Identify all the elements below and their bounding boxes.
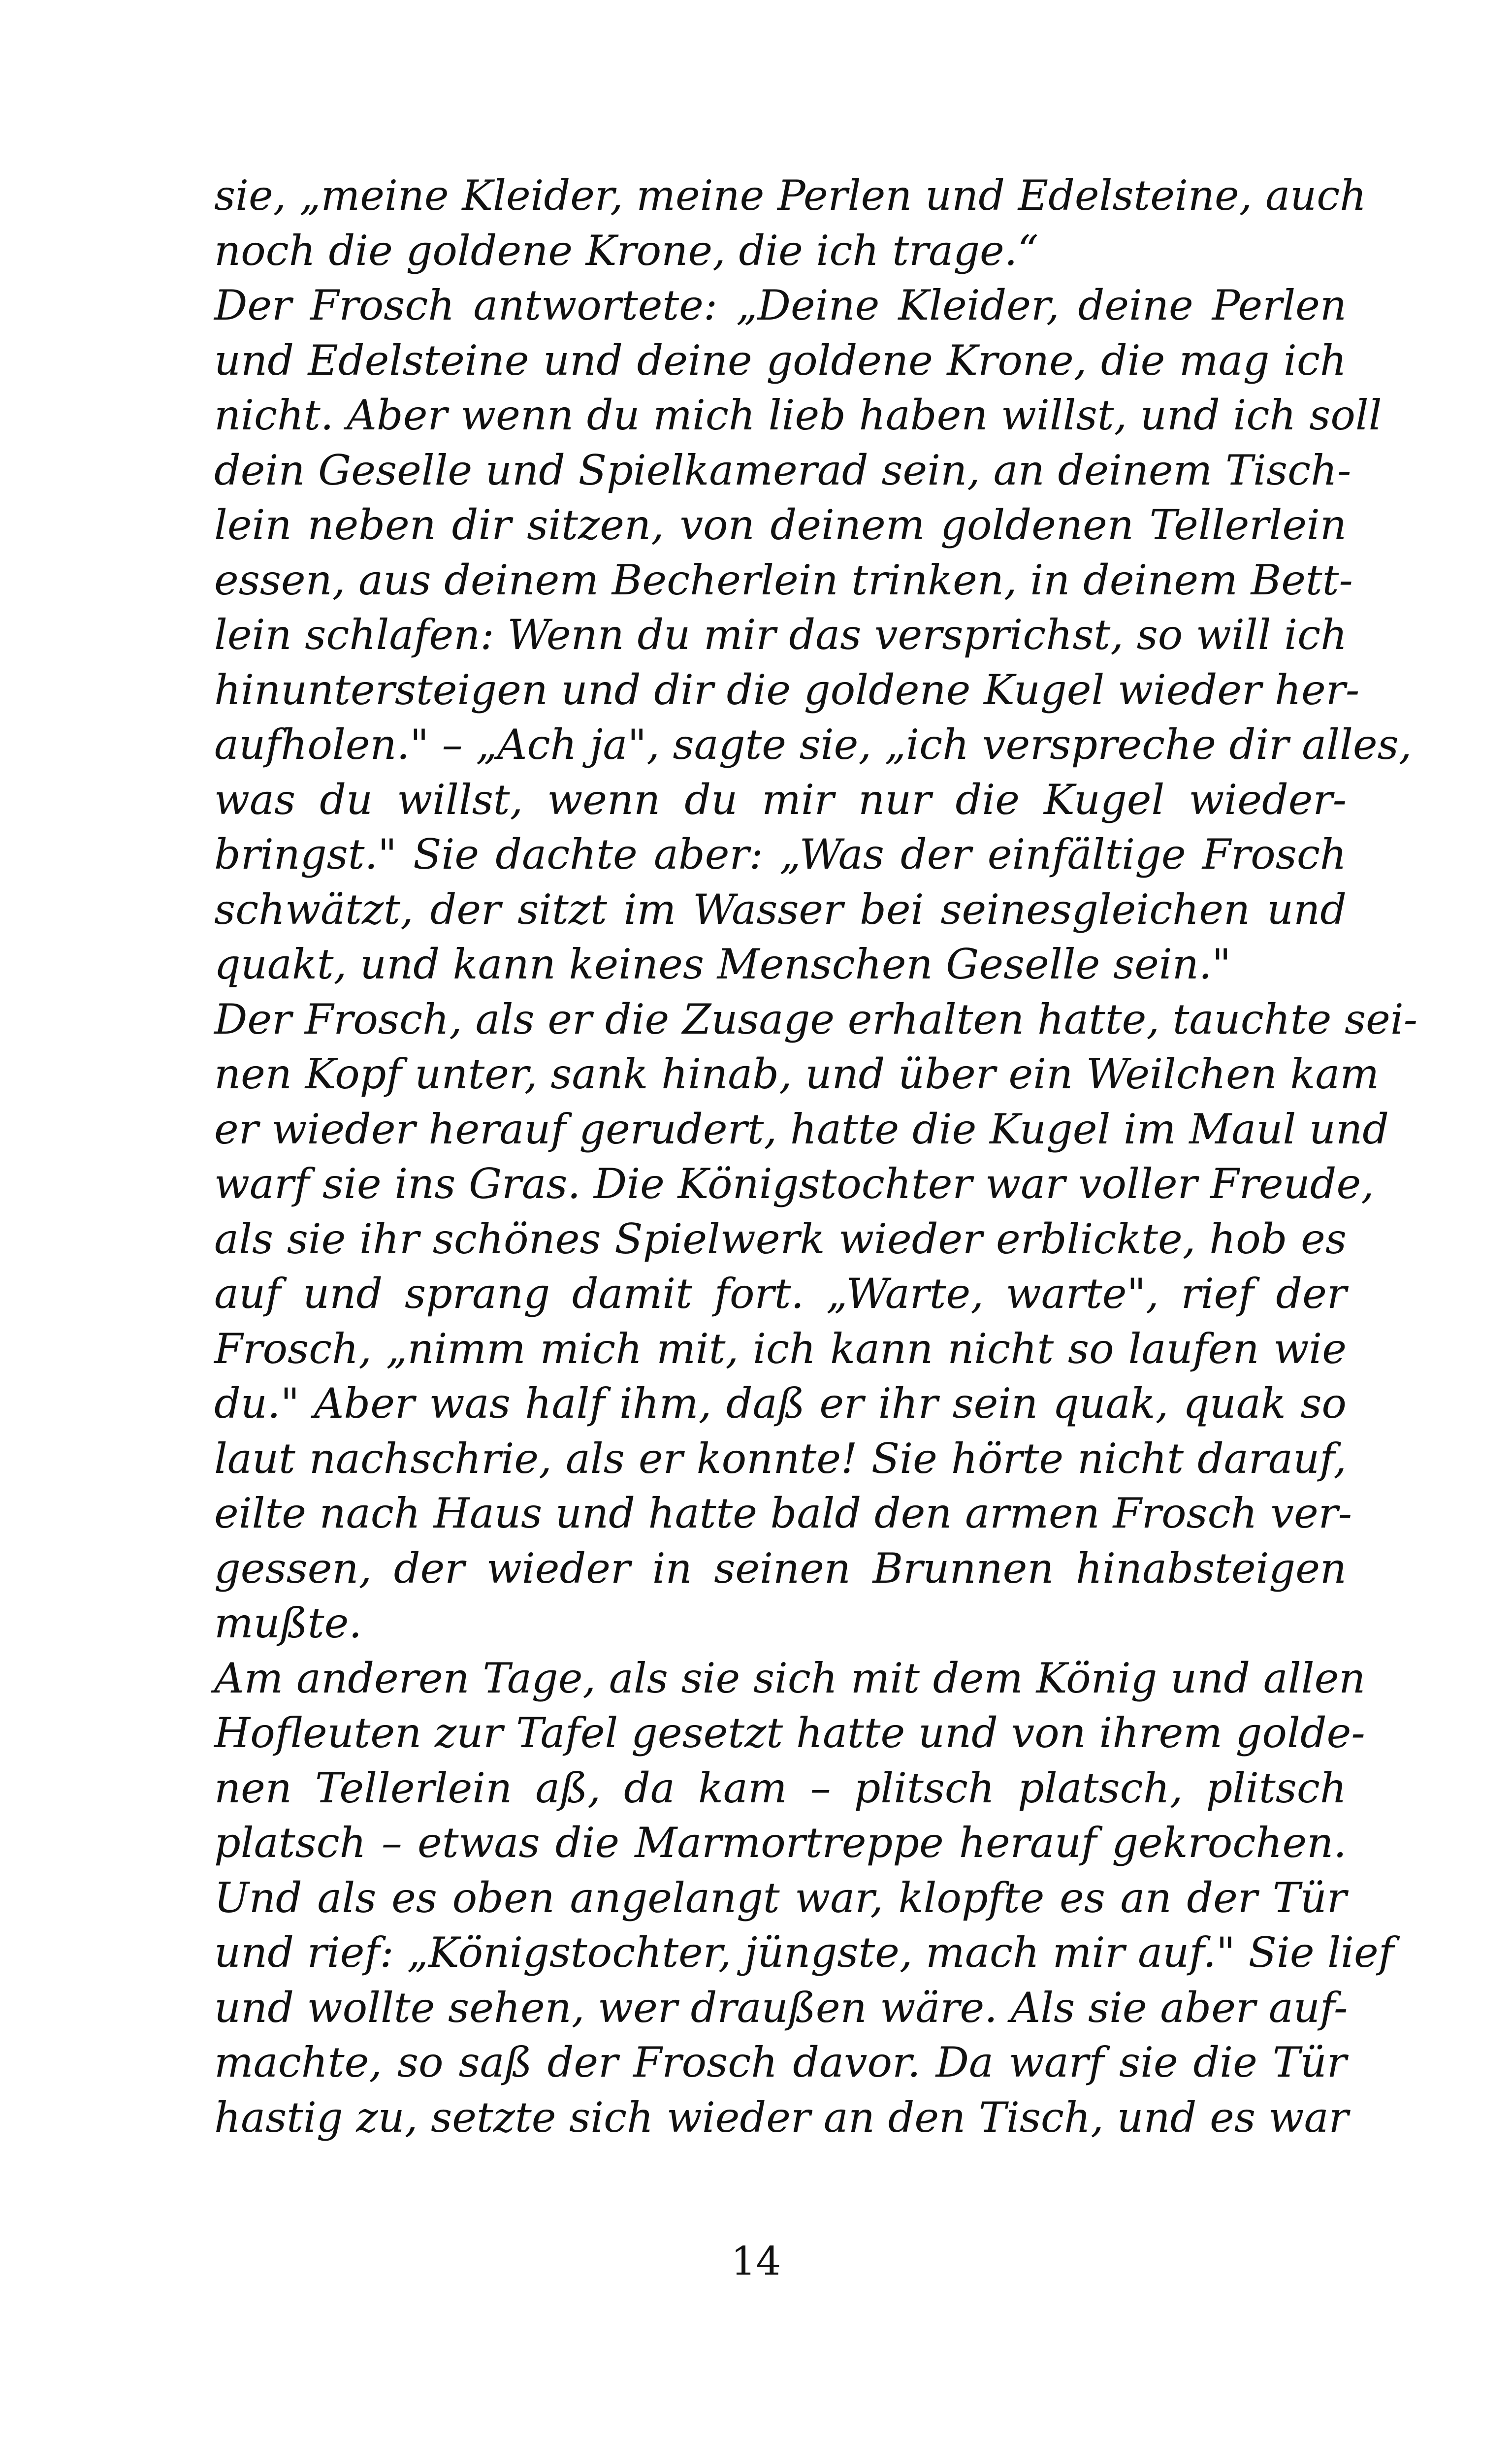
text-line: dein Geselle und Spielkamerad sein, an deinem Tisch-	[214, 446, 1351, 494]
text-line: laut nachschrie, als er konnte! Sie hörte nicht darauf,	[214, 1434, 1347, 1483]
text-line: Frosch, „nimm mich mit, ich kann nicht so laufen wie	[214, 1324, 1347, 1373]
text-line: Und als es oben angelangt war, klopfte es an der Tür	[214, 1873, 1347, 1922]
text-line: Der Frosch antwortete: „Deine Kleider, deine Perlen	[214, 281, 1347, 329]
text-line: gessen, der wieder in seinen Brunnen hinabsteigen	[214, 1544, 1347, 1593]
text-line: auf und sprang damit fort. „Warte, warte", rief der	[214, 1270, 1347, 1318]
text-line: hastig zu, setzte sich wieder an den Tisch, und es war	[214, 2093, 1349, 2142]
text-line: nen Tellerlein aß, da kam – plitsch platsch, plitsch	[214, 1763, 1347, 1812]
text-line: sie, „meine Kleider, meine Perlen und Edelsteine, auch	[214, 171, 1367, 220]
text-line: du." Aber was half ihm, daß er ihr sein quak, quak so	[214, 1379, 1347, 1428]
text-line: machte, so saß der Frosch davor. Da warf sie die Tür	[214, 2038, 1347, 2086]
text-line: bringst." Sie dachte aber: „Was der einfältige Frosch	[214, 830, 1347, 879]
text-line: er wieder herauf gerudert, hatte die Kugel im Maul und	[214, 1105, 1389, 1153]
text-line: Der Frosch, als er die Zusage erhalten hatte, tauchte sei-	[214, 995, 1418, 1043]
text-line: als sie ihr schönes Spielwerk wieder erblickte, hob es	[214, 1214, 1347, 1263]
text-line: lein schlafen: Wenn du mir das versprichst, so will ich	[214, 611, 1348, 659]
text-line: aufholen." – „Ach ja", sagte sie, „ich verspreche dir alles,	[214, 720, 1412, 769]
page-number: 14	[731, 2238, 781, 2284]
text-line: platsch – etwas die Marmortreppe herauf gekrochen.	[214, 1819, 1347, 1867]
text-line: Hofleuten zur Tafel gesetzt hatte und von ihrem golde-	[214, 1709, 1365, 1757]
text-line: noch die goldene Krone, die ich trage.“	[214, 226, 1039, 275]
text-line: warf sie ins Gras. Die Königstochter war voller Freude,	[214, 1160, 1374, 1208]
text-line: schwätzt, der sitzt im Wasser bei seinesgleichen und	[214, 885, 1347, 934]
body-text	[214, 168, 1418, 2145]
text-line: was du willst, wenn du mir nur die Kugel wieder-	[214, 775, 1347, 824]
text-line: eilte nach Haus und hatte bald den armen Frosch ver-	[214, 1489, 1352, 1537]
text-line: Am anderen Tage, als sie sich mit dem König und allen	[214, 1654, 1366, 1702]
text-line: nicht. Aber wenn du mich lieb haben willst, und ich soll	[214, 391, 1382, 439]
text-line: lein neben dir sitzen, von deinem goldenen Tellerlein	[214, 501, 1347, 549]
text-line: mußte.	[214, 1599, 362, 1647]
text-line: und Edelsteine und deine goldene Krone, die mag ich	[214, 336, 1347, 385]
text-line: und wollte sehen, wer draußen wäre. Als sie aber auf-	[214, 1983, 1348, 2032]
text-line: quakt, und kann keines Menschen Geselle sein."	[214, 940, 1231, 988]
text-line: essen, aus deinem Becherlein trinken, in deinem Bett-	[214, 555, 1353, 604]
text-line: nen Kopf unter, sank hinab, und über ein Weilchen kam	[214, 1050, 1380, 1098]
text-line: und rief: „Königstochter, jüngste, mach mir auf." Sie lief	[214, 1928, 1394, 1977]
text-line: hinuntersteigen und dir die goldene Kugel wieder her-	[214, 665, 1360, 714]
